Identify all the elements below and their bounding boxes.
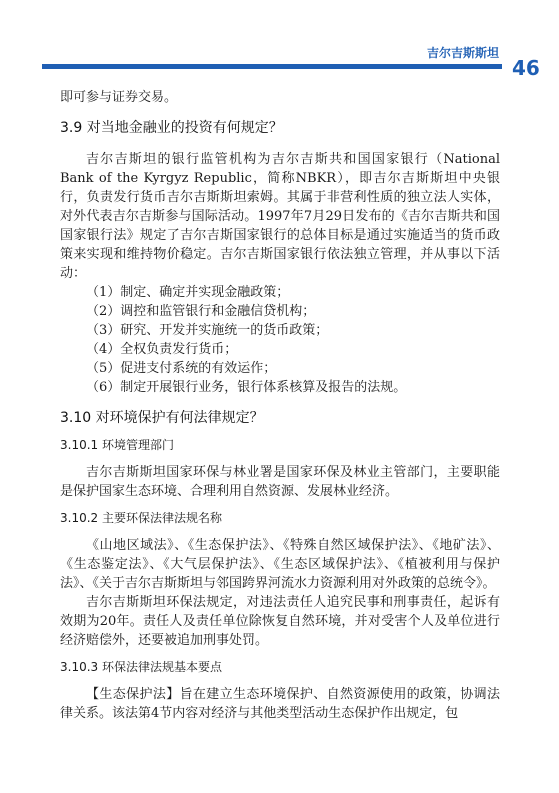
list-item: （3）研究、开发并实施统一的货币政策； <box>86 323 329 338</box>
subsection-3-10-2-paragraph-2: 吉尔吉斯斯坦环保法规定，对违法责任人追究民事和刑事责任，起诉有效期为20年。责任人及责任单位除恢复自然环境，并对受害个人及单位进行经济赔偿外，还要被追加刑事处罚。 <box>60 595 500 648</box>
subsection-title: 环保法律法规基本要点 <box>102 660 223 674</box>
list-item: （2）调控和监管银行和金融信贷机构； <box>86 304 316 319</box>
subsection-3-10-3-paragraph: 【生态保护法】旨在建立生态环境保护、自然资源使用的政策，协调法律关系。该法第4节内容对经济与其他类型活动生态保护作出规定，包 <box>60 687 500 721</box>
continuation-text: 即可参与证券交易。 <box>60 90 178 105</box>
section-heading-3-10: 3.10 对环境保护有何法律规定？ <box>60 410 264 426</box>
subsection-number: 3.10.2 <box>60 511 99 525</box>
subsection-3-10-1-paragraph: 吉尔吉斯斯坦国家环保与林业署是国家环保及林业主管部门，主要职能是保护国家生态环境、合理利用自然资源、发展林业经济。 <box>60 465 500 499</box>
section-3-9-paragraph: 吉尔吉斯坦的银行监管机构为吉尔吉斯共和国国家银行（National Bank of the Kyrgyz Republic，简称NBKR），即吉尔吉斯斯坦中央银行，负责发行货币吉尔吉斯斯坦索姆。其属于非营利性质的独立法人实体，对外代表吉尔吉斯参与国际活动。1997年7月29日发布的《吉尔吉斯共和国国家银行法》规定了吉尔吉斯国家银行的总体目标是通过实施适当的货币政策来实现和维持物价稳定。吉尔吉斯国家银行依法独立管理，并从事以下活动： <box>60 152 500 281</box>
list-item: （6）制定开展银行业务，银行体系核算及报告的法规。 <box>86 380 407 395</box>
subsection-title: 环境管理部门 <box>102 438 175 452</box>
activity-list <box>60 283 500 397</box>
running-header-title: 吉尔吉斯斯坦 <box>426 46 499 60</box>
subsection-heading-3-10-2 <box>60 510 500 527</box>
subsection-number: 3.10.1 <box>60 438 99 452</box>
section-heading-3-9: 3.9 对当地金融业的投资有何规定？ <box>60 120 283 136</box>
subsection-title: 主要环保法律法规名称 <box>102 511 223 525</box>
list-item: （5）促进支付系统的有效运作； <box>86 361 277 376</box>
header-rule <box>42 64 502 69</box>
page-content <box>60 88 500 723</box>
subsection-3-10-2-paragraph-1: 《山地区域法》、《生态保护法》、《特殊自然区域保护法》、《地矿法》、《生态鉴定法》、《大气层保护法》、《生态区域保护法》、《植被利用与保护法》、《关于吉尔吉斯斯坦与邻国跨界河流水力资源利用对外政策的总统令》。 <box>60 538 500 591</box>
page-number: 46 <box>512 56 540 80</box>
subsection-heading-3-10-3 <box>60 659 500 676</box>
subsection-number: 3.10.3 <box>60 660 99 674</box>
subsection-heading-3-10-1 <box>60 437 500 454</box>
list-item: （1）制定、确定并实现金融政策； <box>86 285 290 300</box>
list-item: （4）全权负责发行货币； <box>86 342 238 357</box>
